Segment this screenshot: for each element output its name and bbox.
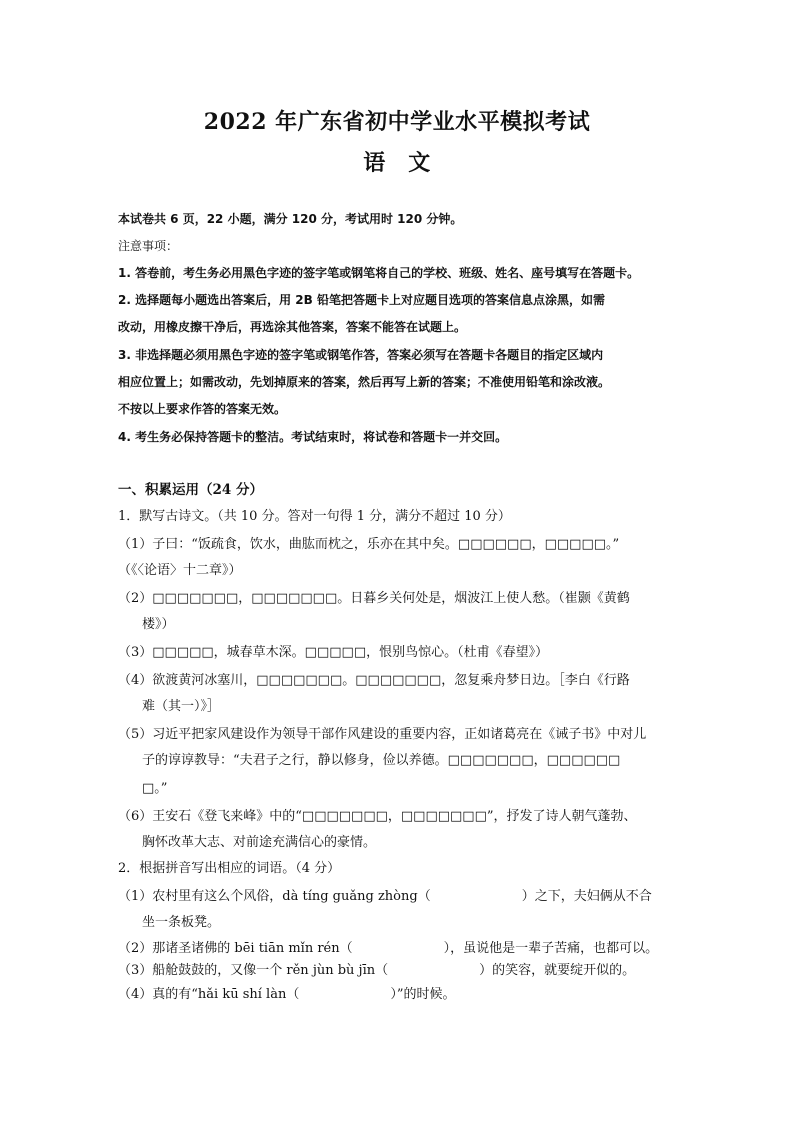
question-line: 楼》）	[142, 617, 175, 632]
question-line: （3）船舱鼓鼓的，又像一个 rěn jùn bù jīn（ ）的笑容，就要绽开似的。	[118, 963, 636, 978]
notice-item: 3. 非选择题必须用黑色字迹的签字笔或钢笔作答，答案必须写在答题卡各题目的指定区域内	[118, 348, 604, 362]
question-line: 胸怀改革大志、对前途充满信心的豪情。	[142, 835, 377, 850]
question-line: （6）王安石《登飞来峰》中的“□□□□□□□，□□□□□□□”，抒发了诗人朝气蓬勃、	[118, 809, 637, 824]
notice-summary: 本试卷共 6 页，22 小题，满分 120 分，考试用时 120 分钟。	[118, 212, 463, 226]
notice-item: 相应位置上；如需改动，先划掉原来的答案，然后再写上新的答案；不准使用铅笔和涂改液。	[118, 375, 611, 389]
notice-item: 1. 答卷前，考生务必用黑色字迹的签字笔或钢笔将自己的学校、班级、姓名、座号填写在答题卡。	[118, 266, 640, 280]
question-stem: 2．根据拼音写出相应的词语。（4 分）	[118, 861, 341, 876]
question-line: （1）子曰：“饭疏食，饮水，曲肱而枕之，乐亦在其中矣。□□□□□□，□□□□□。”	[118, 537, 620, 552]
question-line: 坐一条板凳。	[142, 915, 221, 930]
subject-title: 语 文	[363, 150, 431, 176]
question-line: 子的谆谆教导：“夫君子之行，静以修身，俭以养德。□□□□□□□，□□□□□□	[142, 753, 621, 768]
notice-item: 4. 考生务必保持答题卡的整洁。考试结束时，将试卷和答题卡一并交回。	[118, 430, 508, 444]
question-line: 难（其一）》］	[142, 699, 221, 714]
notice-item: 改动，用橡皮擦干净后，再选涂其他答案，答案不能答在试题上。	[118, 320, 467, 334]
question-line: （4）真的有“hǎi kū shí làn（ ）”的时候。	[118, 987, 456, 1002]
question-line: （1）农村里有这么个风俗，dà tíng guǎng zhòng（ ）之下，夫妇俩从不合	[118, 889, 652, 904]
question-line: （4）欲渡黄河冰塞川，□□□□□□□。□□□□□□□，忽复乘舟梦日边。［李白《行路	[118, 673, 630, 688]
question-line: （2）□□□□□□□，□□□□□□□。日暮乡关何处是，烟波江上使人愁。（崔颢《黄鹤	[118, 591, 630, 606]
question-line: （2）那诸圣诸佛的 bēi tiān mǐn rén（ ），虽说他是一辈子苦痛，也都可以。	[118, 941, 659, 956]
question-line: （《〈论语〉十二章》）	[118, 563, 242, 578]
question-line: （3）□□□□□，城春草木深。□□□□□，恨别鸟惊心。（杜甫《春望》）	[118, 645, 549, 660]
section-title: 一、积累运用（24 分）	[118, 482, 263, 498]
notice-heading: 注意事项：	[118, 239, 179, 253]
question-stem: 1．默写古诗文。（共 10 分。答对一句得 1 分，满分不超过 10 分）	[118, 509, 511, 524]
question-line: （5）习近平把家风建设作为领导干部作风建设的重要内容，正如诸葛亮在《诫子书》中对儿	[118, 727, 647, 742]
question-line: □。”	[142, 781, 168, 796]
exam-title: 2022 年广东省初中学业水平模拟考试	[203, 109, 591, 135]
notice-item: 不按以上要求作答的答案无效。	[118, 402, 287, 416]
notice-item: 2. 选择题每小题选出答案后，用 2B 铅笔把答题卡上对应题目选项的答案信息点涂黑，如需	[118, 293, 605, 307]
